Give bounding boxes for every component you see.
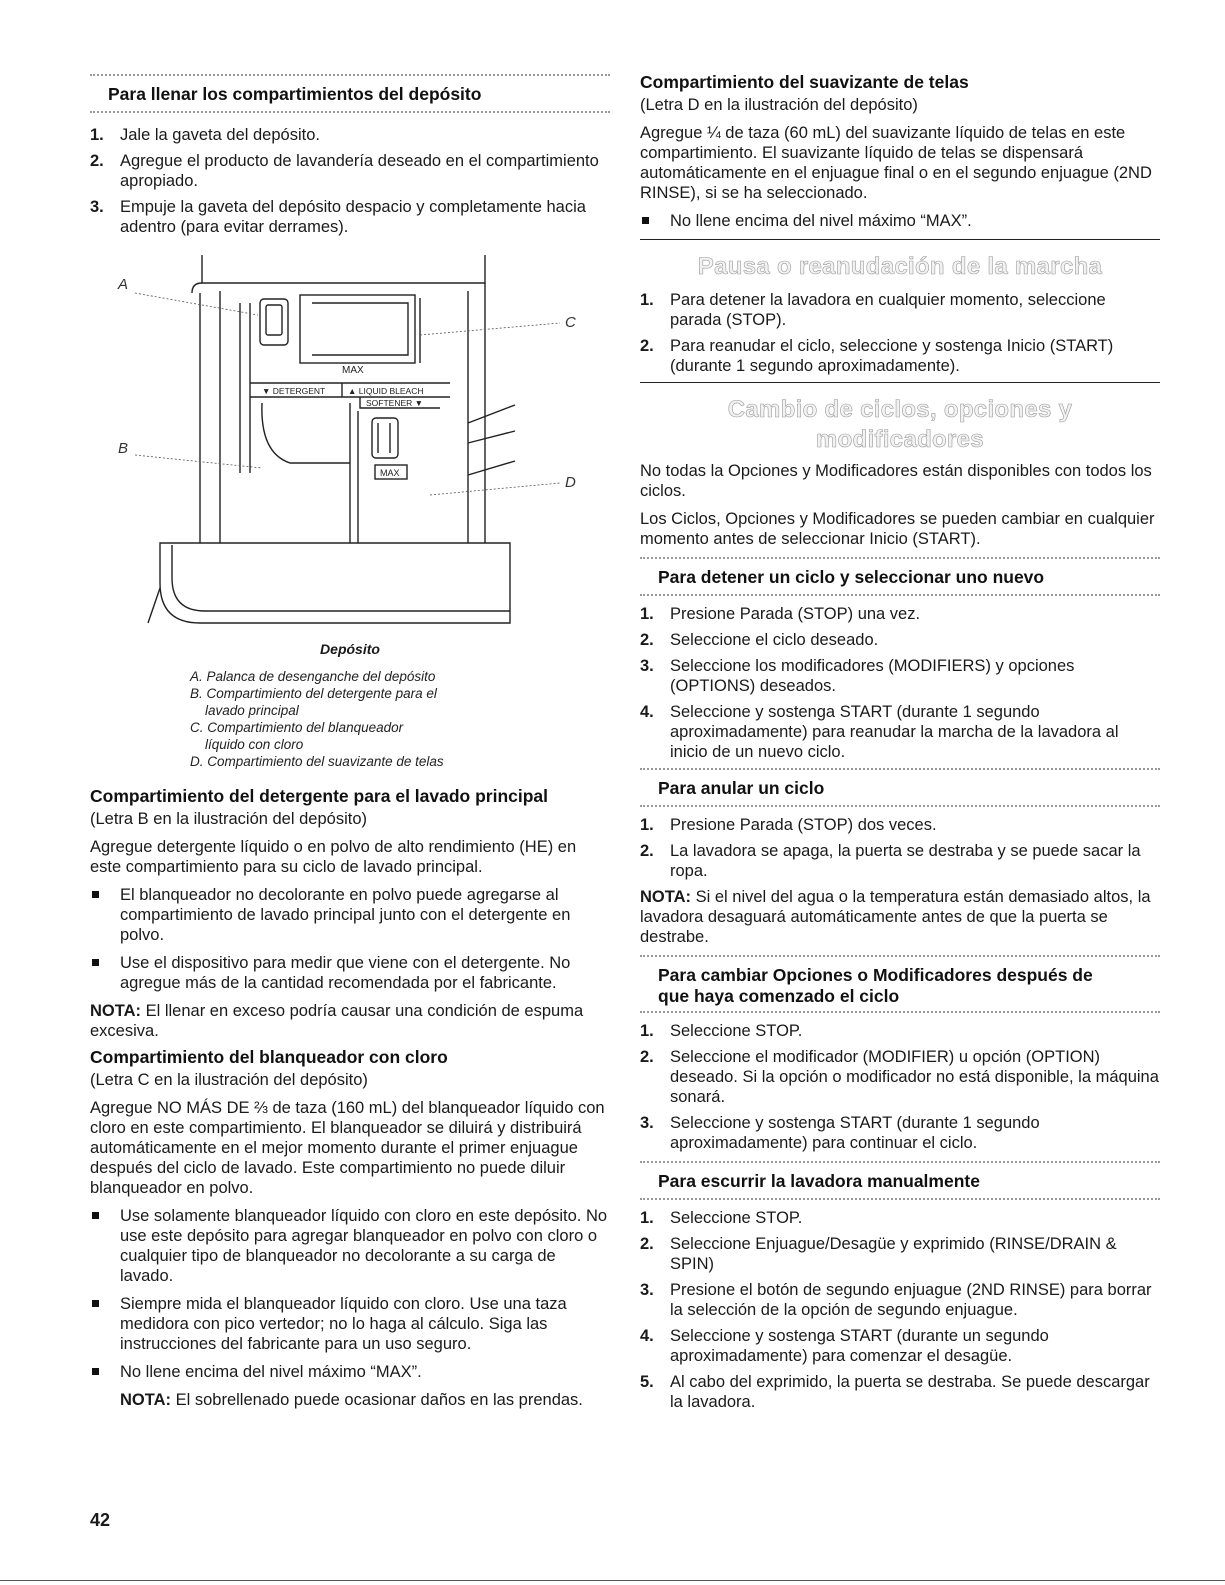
- label-d: D: [565, 474, 576, 491]
- bleach-body: Agregue NO MÁS DE ⅔ de taza (160 mL) del blanqueador líquido con cloro en este compartimiento. El blanqueador se diluirá y distribuirá automáticamente en el mejor momento durante el primer enjuague después del ciclo de lavado. Este compartimiento no puede diluir blanqueador en polvo.: [90, 1099, 605, 1197]
- bleach-note: NOTA: El sobrellenado puede ocasionar daños en las prendas.: [120, 1391, 583, 1409]
- fill-steps: [90, 125, 610, 237]
- list-item: 2. La lavadora se apaga, la puerta se destraba y se puede sacar la ropa.: [640, 842, 1141, 880]
- softener-heading: Compartimiento del suavizante de telas: [640, 72, 969, 92]
- detergent-subtitle: (Letra B en la ilustración del depósito): [90, 810, 367, 828]
- list-item: 4. Seleccione y sostenga START (durante 1 segundo aproximadamente) para reanudar la marcha de la lavadora al inicio de un nuevo ciclo.: [640, 703, 1119, 761]
- list-item: 2. Seleccione el ciclo deseado.: [640, 631, 879, 649]
- list-item: 1. Presione Parada (STOP) una vez.: [640, 605, 921, 623]
- section-rule: [640, 1198, 1160, 1200]
- section-rule: [640, 239, 1160, 240]
- list-item: No llene encima del nivel máximo “MAX”.: [640, 211, 1160, 231]
- list-item: No llene encima del nivel máximo “MAX”.: [90, 1362, 610, 1382]
- figure-legend: [190, 669, 610, 770]
- list-item: 3. Empuje la gaveta del depósito despacio y completamente hacia adentro (para evitar derrames).: [90, 198, 586, 236]
- drain-heading: Para escurrir la lavadora manualmente: [658, 1171, 980, 1191]
- section-rule: [90, 111, 610, 113]
- section-rule: [640, 1011, 1160, 1013]
- detergent-label: ▼ DETERGENT: [262, 386, 326, 396]
- softener-label: SOFTENER ▼: [366, 398, 424, 408]
- list-item: 1. Presione Parada (STOP) dos veces.: [640, 816, 937, 834]
- list-item: 3. Presione el botón de segundo enjuague (2ND RINSE) para borrar la selección de la opción de segundo enjuague.: [640, 1281, 1152, 1319]
- page-number: 42: [90, 1510, 111, 1530]
- list-item: 5. Al cabo del exprimido, la puerta se destraba. Se puede descargar la lavadora.: [640, 1373, 1150, 1411]
- list-item: 1. Seleccione STOP.: [640, 1022, 803, 1040]
- left-column: [90, 0, 610, 1410]
- bleach-heading: Compartimiento del blanqueador con cloro: [90, 1047, 448, 1067]
- legend-item: C. Compartimiento del blanqueador: [190, 720, 404, 735]
- list-item: 2. Para reanudar el ciclo, seleccione y sostenga Inicio (START) (durante 1 segundo aproximadamente).: [640, 337, 1114, 375]
- dispenser-figure: [90, 243, 610, 770]
- changes-para-1: No todas la Opciones y Modificadores están disponibles con todos los ciclos.: [640, 462, 1152, 500]
- detergent-body: Agregue detergente líquido o en polvo de alto rendimiento (HE) en este compartimiento para su ciclo de lavado principal.: [90, 838, 577, 876]
- section-rule: [640, 768, 1160, 770]
- detergent-bullets: [90, 885, 610, 993]
- section-rule: [640, 594, 1160, 596]
- section-rule: [640, 805, 1160, 807]
- fill-heading: Para llenar los compartimientos del depósito: [108, 84, 482, 104]
- list-item: 1. Seleccione STOP.: [640, 1209, 803, 1227]
- pause-title: Pausa o reanudación de la marcha: [697, 253, 1103, 280]
- stop-new-heading: Para detener un ciclo y seleccionar uno nuevo: [658, 567, 1045, 587]
- list-item: 3. Seleccione los modificadores (MODIFIERS) y opciones (OPTIONS) deseados.: [640, 657, 1075, 695]
- changes-title: Cambio de ciclos, opciones y modificadores: [727, 396, 1073, 453]
- list-item: 2. Seleccione el modificador (MODIFIER) u opción (OPTION) deseado. Si la opción o modificador no está disponible, la máquina sonará.: [640, 1048, 1159, 1106]
- legend-item: lavado principal: [205, 703, 299, 718]
- list-item: El blanqueador no decolorante en polvo puede agregarse al compartimiento de lavado principal junto con el detergente en polvo.: [90, 885, 610, 945]
- label-c: C: [565, 314, 576, 331]
- legend-item: D. Compartimiento del suavizante de telas: [190, 754, 444, 769]
- page-bottom-rule: [0, 1580, 1225, 1581]
- detergent-heading: Compartimiento del detergente para el lavado principal: [90, 786, 549, 806]
- dispenser-drawing: [90, 243, 610, 633]
- cancel-heading: Para anular un ciclo: [658, 778, 825, 798]
- list-item: 4. Seleccione y sostenga START (durante un segundo aproximadamente) para comenzar el desagüe.: [640, 1327, 1049, 1365]
- section-rule: [640, 557, 1160, 559]
- list-item: 2. Agregue el producto de lavandería deseado en el compartimiento apropiado.: [90, 152, 599, 190]
- legend-item: A. Palanca de desenganche del depósito: [190, 669, 436, 684]
- pause-steps: [640, 290, 1160, 376]
- liquid-bleach-label: ▲ LIQUID BLEACH: [348, 386, 424, 396]
- changes-para-2: Los Ciclos, Opciones y Modificadores se pueden cambiar en cualquier momento antes de seleccionar Inicio (START).: [640, 510, 1155, 548]
- change-options-steps: [640, 1021, 1160, 1153]
- list-item: 3. Seleccione y sostenga START (durante 1 segundo aproximadamente) para continuar el ciclo.: [640, 1114, 1040, 1152]
- section-rule: [90, 74, 610, 76]
- change-options-heading: Para cambiar Opciones o Modificadores después de que haya comenzado el ciclo: [658, 965, 1093, 1006]
- label-a: A: [118, 276, 129, 293]
- stop-new-steps: [640, 604, 1160, 762]
- softener-body: Agregue ¼ de taza (60 mL) del suavizante líquido de telas en este compartimiento. El suavizante líquido de telas se dispensará automáticamente en el enjuague final o en el segundo enjuague (2ND RINSE), si se ha seleccionado.: [640, 124, 1152, 202]
- drain-steps: [640, 1208, 1160, 1412]
- list-item: Use el dispositivo para medir que viene con el detergente. No agregue más de la cantidad recomendada por el fabricante.: [90, 953, 610, 993]
- figure-caption: Depósito: [320, 641, 380, 657]
- label-b: B: [118, 440, 129, 457]
- list-item: 1. Jale la gaveta del depósito.: [90, 126, 320, 144]
- bleach-bullets: [90, 1206, 610, 1382]
- section-rule: [640, 1161, 1160, 1163]
- legend-item: líquido con cloro: [205, 737, 304, 752]
- section-rule: [640, 382, 1160, 383]
- max-label-bottom: MAX: [380, 468, 400, 478]
- right-column: [640, 0, 1160, 1418]
- max-label-top: MAX: [342, 365, 364, 376]
- legend-item: B. Compartimiento del detergente para el: [190, 686, 437, 701]
- softener-bullets: [640, 211, 1160, 231]
- list-item: Siempre mida el blanqueador líquido con cloro. Use una taza medidora con pico vertedor; no lo haga al cálculo. Siga las instrucciones del fabricante para un uso seguro.: [90, 1294, 610, 1354]
- list-item: 2. Seleccione Enjuague/Desagüe y exprimido (RINSE/DRAIN & SPIN): [640, 1235, 1117, 1273]
- cancel-steps: [640, 815, 1160, 881]
- section-rule: [640, 955, 1160, 957]
- bleach-subtitle: (Letra C en la ilustración del depósito): [90, 1071, 368, 1089]
- softener-subtitle: (Letra D en la ilustración del depósito): [640, 96, 918, 114]
- list-item: 1. Para detener la lavadora en cualquier momento, seleccione parada (STOP).: [640, 291, 1106, 329]
- detergent-note: NOTA: El llenar en exceso podría causar una condición de espuma excesiva.: [90, 1002, 584, 1040]
- list-item: Use solamente blanqueador líquido con cloro en este depósito. No use este depósito para agregar blanqueador en polvo con cloro o cualquier tipo de blanqueador no decolorante a su carga de lavado.: [90, 1206, 610, 1286]
- cancel-note: NOTA: Si el nivel del agua o la temperatura están demasiado altos, la lavadora desaguará automáticamente antes de que la puerta se destrabe.: [640, 888, 1151, 946]
